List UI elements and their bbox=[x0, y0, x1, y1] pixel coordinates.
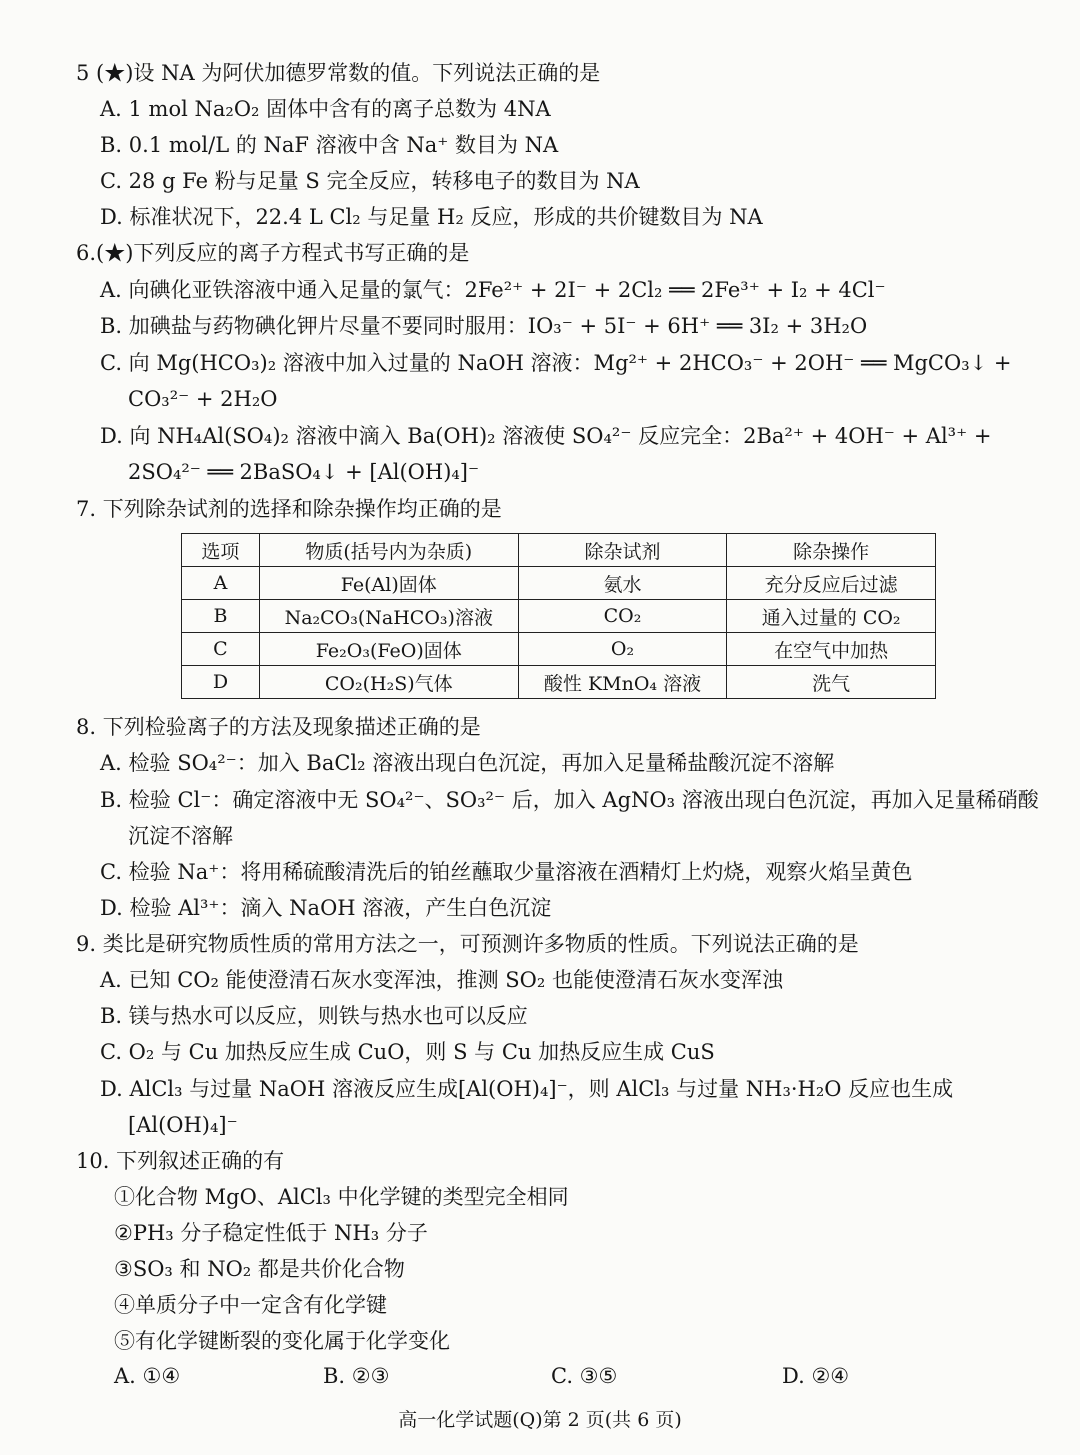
table-cell: O₂ bbox=[518, 633, 727, 666]
table-cell: 充分反应后过滤 bbox=[727, 567, 936, 600]
q10-choice-c: C. ③⑤ bbox=[551, 1364, 618, 1388]
table-cell: CO₂ bbox=[518, 600, 727, 633]
table-cell: A bbox=[182, 567, 260, 600]
q10-stem: 10. 下列叙述正确的有 bbox=[76, 1149, 285, 1173]
table-header-cell: 物质(括号内为杂质) bbox=[259, 534, 518, 567]
q6-option-d-continued: 2SO₄²⁻ ══ 2BaSO₄↓ + [Al(OH)₄]⁻ bbox=[128, 460, 480, 484]
q9-option-b: B. 镁与热水可以反应，则铁与热水也可以反应 bbox=[100, 1004, 528, 1028]
q8-stem: 8. 下列检验离子的方法及现象描述正确的是 bbox=[76, 715, 481, 739]
table-cell: 在空气中加热 bbox=[727, 633, 936, 666]
q8-option-d: D. 检验 Al³⁺：滴入 NaOH 溶液，产生白色沉淀 bbox=[100, 896, 552, 920]
q6-stem: 6.(★)下列反应的离子方程式书写正确的是 bbox=[76, 241, 470, 265]
q9-option-a: A. 已知 CO₂ 能使澄清石灰水变浑浊，推测 SO₂ 也能使澄清石灰水变浑浊 bbox=[100, 968, 783, 992]
table-row bbox=[182, 567, 936, 600]
q10-choice-b: B. ②③ bbox=[323, 1364, 390, 1388]
q9-stem: 9. 类比是研究物质性质的常用方法之一，可预测许多物质的性质。下列说法正确的是 bbox=[76, 932, 859, 956]
q8-option-b: B. 检验 Cl⁻：确定溶液中无 SO₄²⁻、SO₃²⁻ 后，加入 AgNO₃ 溶液出现白色沉淀，再加入足量稀硝酸 bbox=[100, 788, 1039, 812]
table-cell: Na₂CO₃(NaHCO₃)溶液 bbox=[259, 600, 518, 633]
table-cell: 通入过量的 CO₂ bbox=[727, 600, 936, 633]
table-cell: CO₂(H₂S)气体 bbox=[259, 666, 518, 699]
q8-option-c: C. 检验 Na⁺：将用稀硫酸清洗后的铂丝蘸取少量溶液在酒精灯上灼烧，观察火焰呈黄色 bbox=[100, 860, 913, 884]
q6-option-c: C. 向 Mg(HCO₃)₂ 溶液中加入过量的 NaOH 溶液：Mg²⁺ + 2HCO₃⁻ + 2OH⁻ ══ MgCO₃↓ + bbox=[100, 351, 1012, 375]
q5-option-c: C. 28 g Fe 粉与足量 S 完全反应，转移电子的数目为 NA bbox=[100, 169, 640, 193]
q5-option-b: B. 0.1 mol/L 的 NaF 溶液中含 Na⁺ 数目为 NA bbox=[100, 133, 559, 157]
q7-stem: 7. 下列除杂试剂的选择和除杂操作均正确的是 bbox=[76, 497, 502, 521]
table-cell: 氨水 bbox=[518, 567, 727, 600]
q10-choice-a: A. ①④ bbox=[114, 1364, 181, 1388]
table-cell: 酸性 KMnO₄ 溶液 bbox=[518, 666, 727, 699]
page-footer: 高一化学试题(Q)第 2 页(共 6 页) bbox=[398, 1409, 682, 1431]
q5-stem: 5 (★)设 NA 为阿伏加德罗常数的值。下列说法正确的是 bbox=[76, 61, 601, 85]
q10-statement-5: ⑤有化学键断裂的变化属于化学变化 bbox=[114, 1329, 450, 1353]
q10-statement-4: ④单质分子中一定含有化学键 bbox=[114, 1293, 387, 1317]
table-header-cell: 选项 bbox=[182, 534, 260, 567]
q8-option-b-continued: 沉淀不溶解 bbox=[128, 824, 233, 848]
q10-statement-1: ①化合物 MgO、AlCl₃ 中化学键的类型完全相同 bbox=[114, 1185, 569, 1209]
table-cell: B bbox=[182, 600, 260, 633]
q9-option-c: C. O₂ 与 Cu 加热反应生成 CuO，则 S 与 Cu 加热反应生成 CuS bbox=[100, 1040, 715, 1064]
q6-option-b: B. 加碘盐与药物碘化钾片尽量不要同时服用：IO₃⁻ + 5I⁻ + 6H⁺ ══ 3I₂ + 3H₂O bbox=[100, 314, 868, 338]
table-cell: Fe(Al)固体 bbox=[259, 567, 518, 600]
q6-option-d: D. 向 NH₄Al(SO₄)₂ 溶液中滴入 Ba(OH)₂ 溶液使 SO₄²⁻ 反应完全：2Ba²⁺ + 4OH⁻ + Al³⁺ + bbox=[100, 424, 992, 448]
q10-statement-2: ②PH₃ 分子稳定性低于 NH₃ 分子 bbox=[114, 1221, 428, 1245]
q6-option-a: A. 向碘化亚铁溶液中通入足量的氯气：2Fe²⁺ + 2I⁻ + 2Cl₂ ══ 2Fe³⁺ + I₂ + 4Cl⁻ bbox=[100, 278, 886, 302]
table-cell: 洗气 bbox=[727, 666, 936, 699]
q5-option-d: D. 标准状况下，22.4 L Cl₂ 与足量 H₂ 反应，形成的共价键数目为 NA bbox=[100, 205, 763, 229]
table-header-row bbox=[182, 534, 936, 567]
table-cell: Fe₂O₃(FeO)固体 bbox=[259, 633, 518, 666]
table-row bbox=[182, 633, 936, 666]
table-header-cell: 除杂操作 bbox=[727, 534, 936, 567]
table-row bbox=[182, 666, 936, 699]
q7-table bbox=[181, 533, 936, 699]
table-header-cell: 除杂试剂 bbox=[518, 534, 727, 567]
q8-option-a: A. 检验 SO₄²⁻：加入 BaCl₂ 溶液出现白色沉淀，再加入足量稀盐酸沉淀不溶解 bbox=[100, 751, 835, 775]
table-cell: D bbox=[182, 666, 260, 699]
table-cell: C bbox=[182, 633, 260, 666]
q10-choice-d: D. ②④ bbox=[782, 1364, 850, 1388]
q10-statement-3: ③SO₃ 和 NO₂ 都是共价化合物 bbox=[114, 1257, 405, 1281]
q9-option-d: D. AlCl₃ 与过量 NaOH 溶液反应生成[Al(OH)₄]⁻，则 AlCl₃ 与过量 NH₃·H₂O 反应也生成 bbox=[100, 1077, 954, 1101]
q6-option-c-continued: CO₃²⁻ + 2H₂O bbox=[128, 387, 278, 411]
q9-option-d-continued: [Al(OH)₄]⁻ bbox=[128, 1113, 238, 1137]
q5-option-a: A. 1 mol Na₂O₂ 固体中含有的离子总数为 4NA bbox=[100, 97, 551, 121]
table-row bbox=[182, 600, 936, 633]
